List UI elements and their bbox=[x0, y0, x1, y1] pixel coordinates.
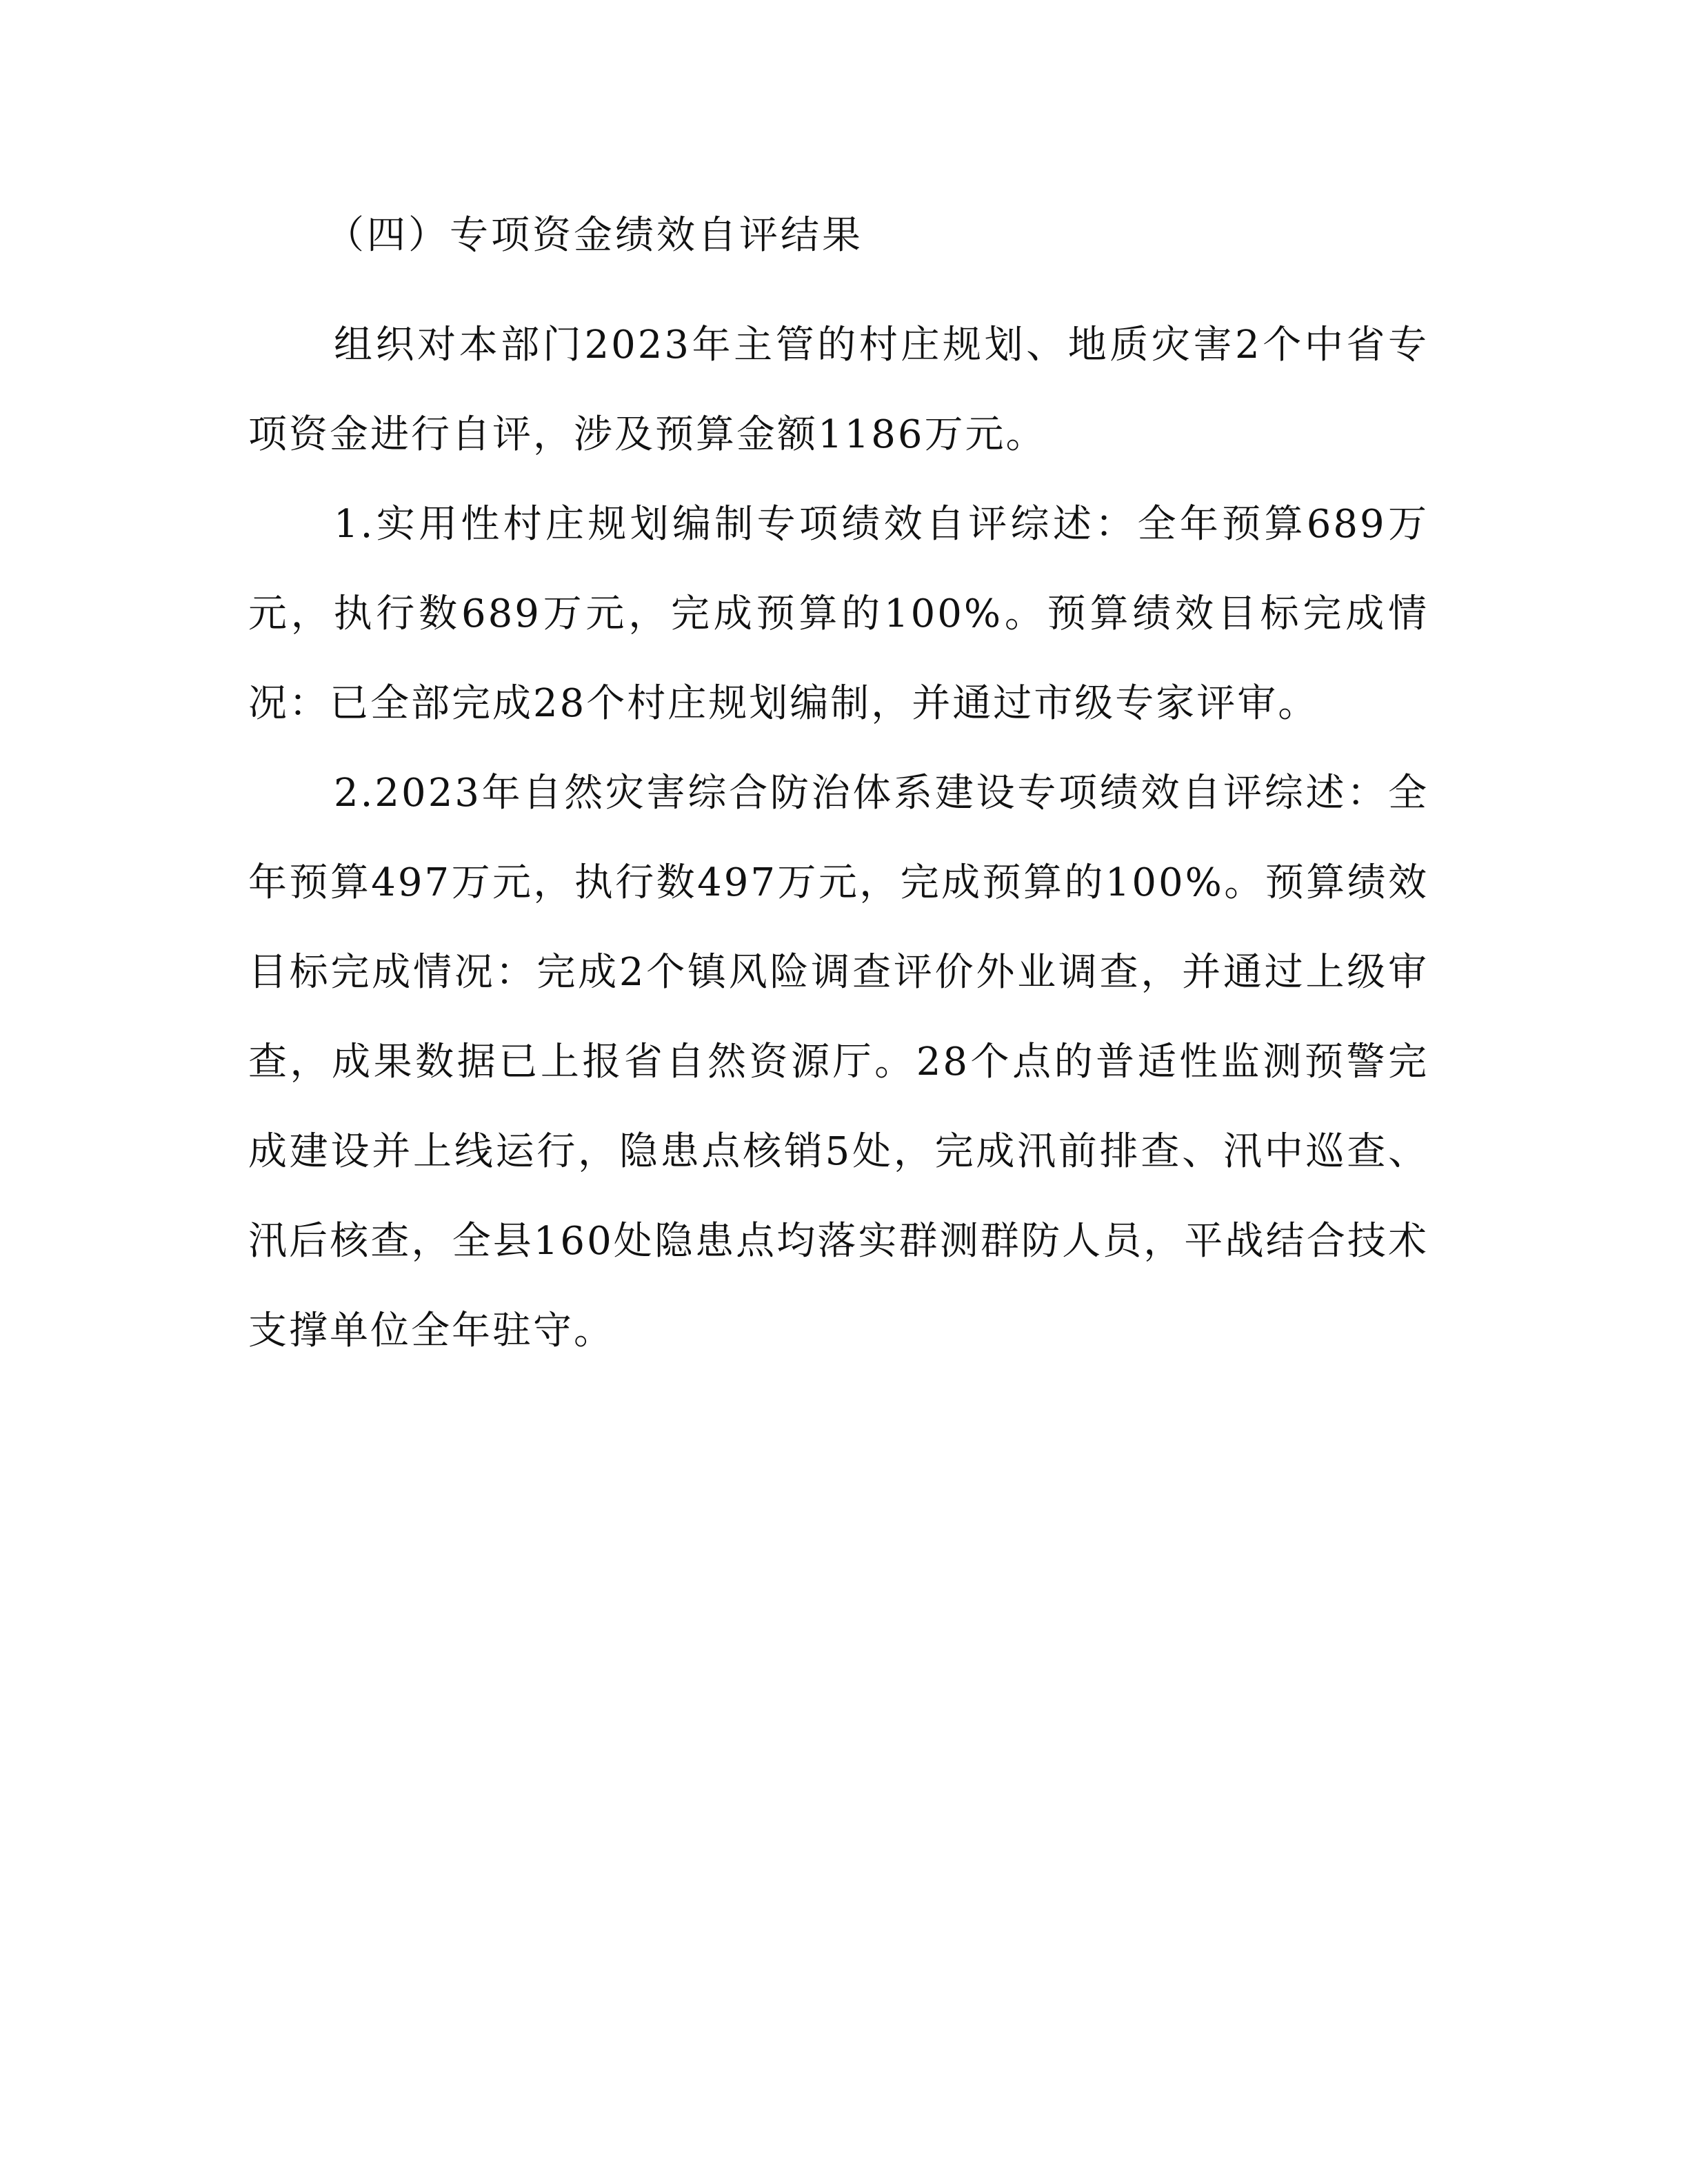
section-heading: （四）专项资金绩效自评结果 bbox=[325, 213, 863, 258]
paragraph-disaster-prevention: 2.2023年自然灾害综合防治体系建设专项绩效自评综述：全年预算497万元，执行数497万元，完成预算的100%。预算绩效目标完成情况：完成2个镇风险调查评价外业调查，并通过上级审查，成果数据已上报省自然资源厅。28个点的普适性监测预警完成建设并上线运行，隐患点核销5处，完成汛前排查、汛中巡查、汛后核查，全县160处隐患点均落实群测群防人员，平战结合技术支撑单位全年驻守。 bbox=[248, 771, 1429, 1353]
paragraph-village-planning: 1.实用性村庄规划编制专项绩效自评综述：全年预算689万元，执行数689万元，完成预算的100%。预算绩效目标完成情况：已全部完成28个村庄规划编制，并通过市级专家评审。 bbox=[248, 502, 1429, 726]
paragraph-summary: 组织对本部门2023年主管的村庄规划、地质灾害2个中省专项资金进行自评，涉及预算金额1186万元。 bbox=[248, 323, 1429, 457]
document-body bbox=[248, 211, 1429, 1376]
